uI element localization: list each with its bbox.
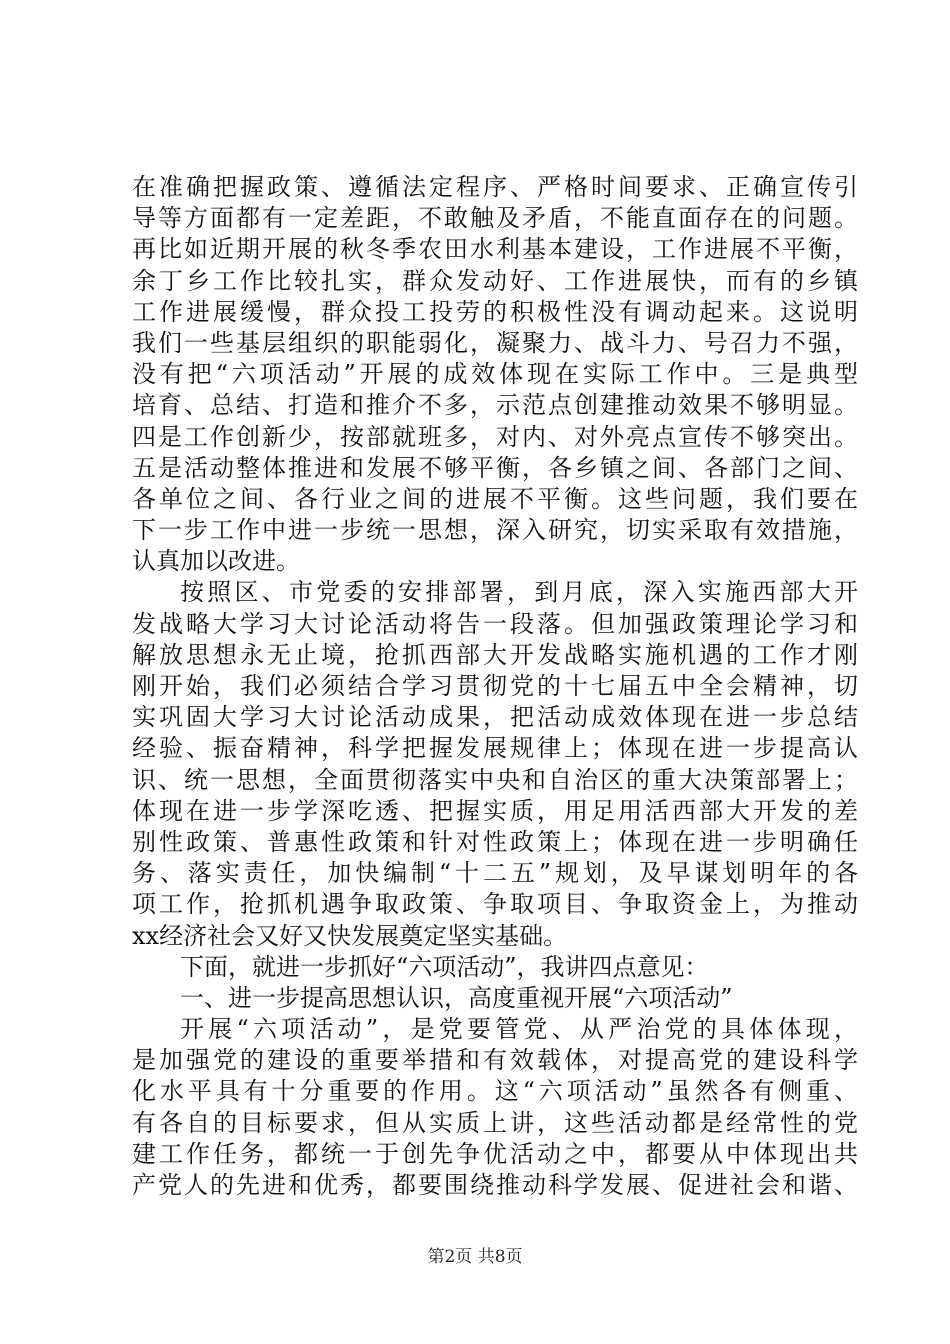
text-line: 没有把“六项活动”开展的成效体现在实际工作中。三是典型 (132, 360, 858, 389)
text-line: 项工作，抢抓机遇争取政策、争取项目、争取资金上，为推动 (132, 890, 858, 919)
text-line: xx经济社会又好又快发展奠定坚实基础。 (132, 921, 568, 950)
document-body (132, 172, 858, 1201)
text-line: 一、进一步提高思想认识，高度重视开展“六项活动” (180, 983, 733, 1012)
text-line: 按照区、市党委的安排部署，到月底，深入实施西部大开 (180, 578, 858, 607)
text-line: 有各自的目标要求，但从实质上讲，这些活动都是经常性的党 (132, 1108, 858, 1137)
text-line: 实巩固大学习大讨论活动成果，把活动成效体现在进一步总结 (132, 703, 858, 732)
text-line: 下面，就进一步抓好“六项活动”，我讲四点意见： (180, 952, 709, 981)
text-line: 在准确把握政策、遵循法定程序、严格时间要求、正确宣传引 (132, 173, 858, 201)
text-line: 体现在进一步学深吃透、把握实质，用足用活西部大开发的差 (132, 796, 858, 825)
paragraph (132, 952, 858, 983)
text-line: 下一步工作中进一步统一思想，深入研究，切实采取有效措施， (132, 516, 858, 545)
paragraph (132, 577, 858, 951)
text-line: 解放思想永无止境，抢抓西部大开发战略实施机遇的工作才刚 (132, 640, 858, 669)
text-line: 化水平具有十分重要的作用。这“六项活动”虽然各有侧重、 (132, 1077, 858, 1106)
page-footer: 第2页 共8页 (427, 1247, 523, 1267)
paragraph (132, 172, 858, 577)
text-line: 发战略大学习大讨论活动将告一段落。但加强政策理论学习和 (132, 609, 858, 638)
text-line: 是加强党的建设的重要举措和有效载体，对提高党的建设科学 (132, 1046, 858, 1075)
text-line: 认真加以改进。 (132, 547, 300, 576)
text-line: 刚开始，我们必须结合学习贯彻党的十七届五中全会精神，切 (132, 672, 858, 700)
text-line: 别性政策、普惠性政策和针对性政策上；体现在进一步明确任 (132, 827, 858, 856)
text-line: 各单位之间、各行业之间的进展不平衡。这些问题，我们要在 (132, 484, 858, 513)
text-line: 余丁乡工作比较扎实，群众发动好、工作进展快，而有的乡镇 (132, 266, 858, 295)
text-line: 务、落实责任，加快编制“十二五”规划，及早谋划明年的各 (132, 859, 858, 888)
text-line: 我们一些基层组织的职能弱化，凝聚力、战斗力、号召力不强， (132, 328, 858, 357)
text-line: 产党人的先进和优秀，都要围绕推动科学发展、促进社会和谐、 (132, 1171, 858, 1199)
text-line: 经验、振奋精神，科学把握发展规律上；体现在进一步提高认 (132, 734, 858, 763)
text-line: 四是工作创新少，按部就班多，对内、对外亮点宣传不够突出。 (132, 422, 858, 451)
text-line: 工作进展缓慢，群众投工投劳的积极性没有调动起来。这说明 (132, 297, 858, 326)
text-line: 识、统一思想，全面贯彻落实中央和自治区的重大决策部署上； (132, 765, 858, 794)
text-line: 开展“六项活动”，是党要管党、从严治党的具体体现， (180, 1015, 858, 1044)
text-line: 培育、总结、打造和推介不多，示范点创建推动效果不够明显。 (132, 391, 858, 420)
text-line: 建工作任务，都统一于创先争优活动之中，都要从中体现出共 (132, 1139, 858, 1168)
paragraph (132, 1014, 858, 1201)
text-line: 五是活动整体推进和发展不够平衡，各乡镇之间、各部门之间、 (132, 453, 858, 482)
paragraph (132, 983, 858, 1014)
text-line: 再比如近期开展的秋冬季农田水利基本建设，工作进展不平衡， (132, 235, 858, 264)
text-line: 导等方面都有一定差距，不敢触及矛盾，不能直面存在的问题。 (132, 204, 858, 233)
